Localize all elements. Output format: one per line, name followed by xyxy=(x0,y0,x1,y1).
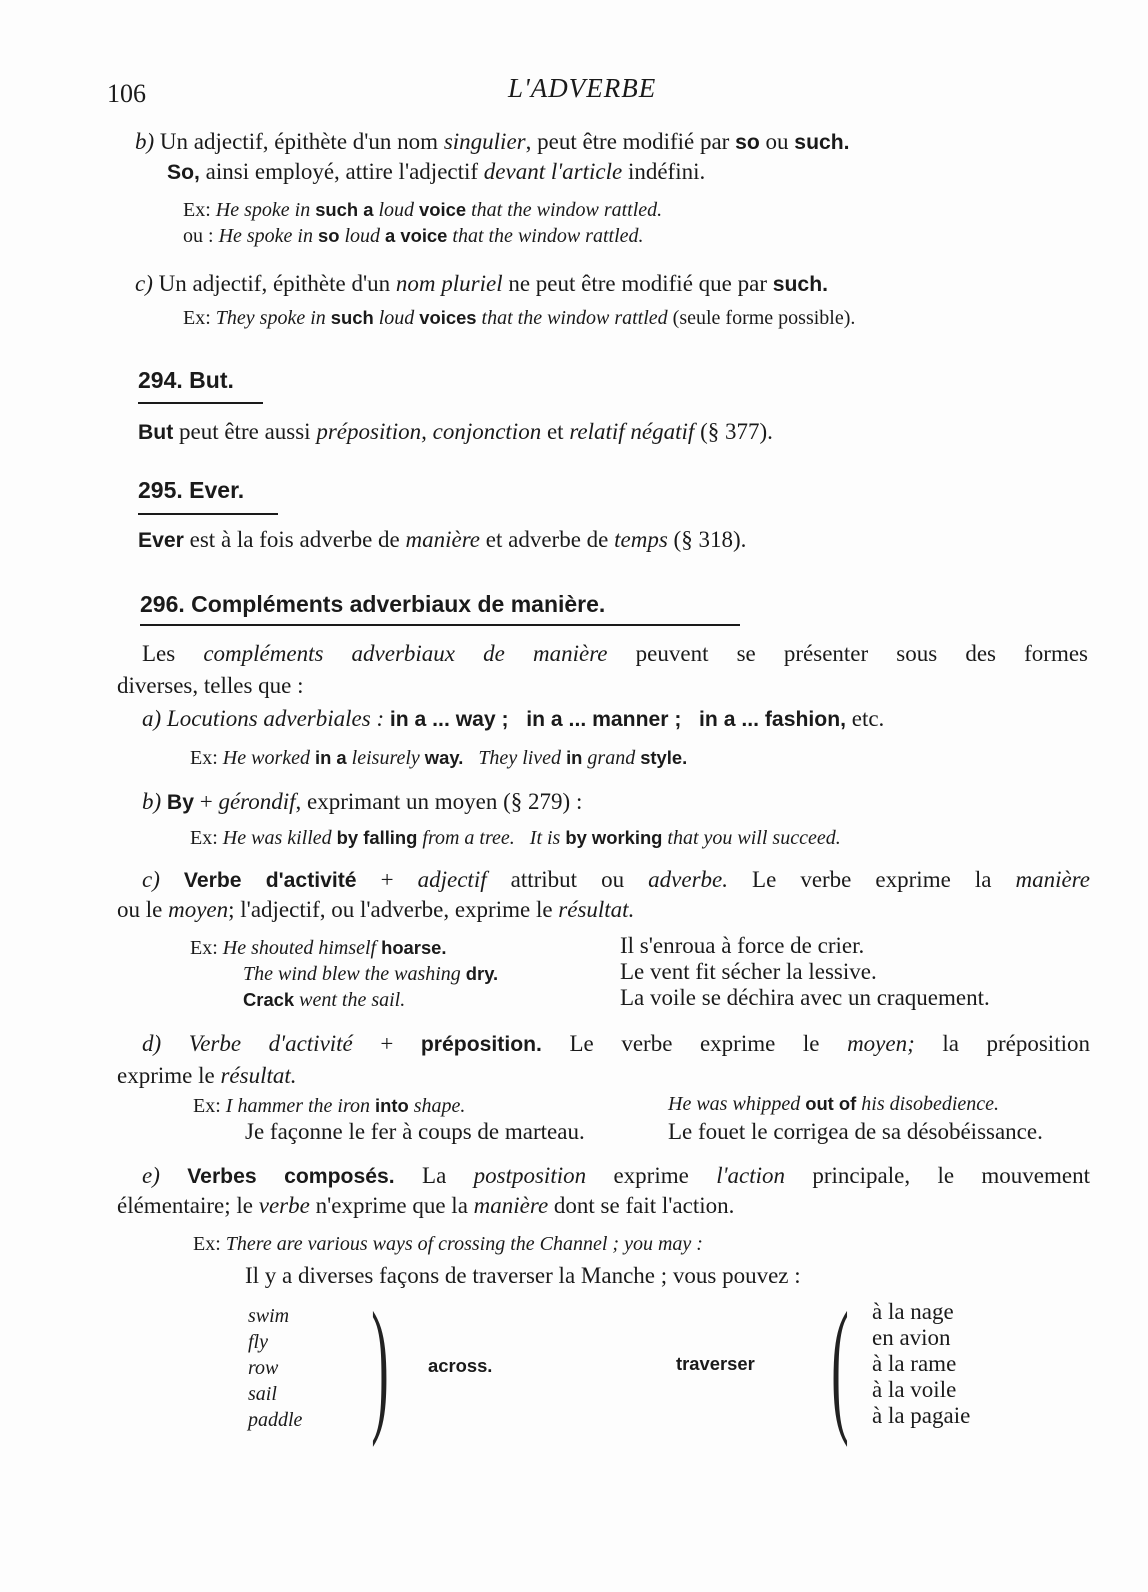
text-segment: et xyxy=(541,419,570,444)
text-segment: ou xyxy=(759,129,795,154)
bold-term: voice xyxy=(419,199,467,220)
italic-text: paddle xyxy=(248,1409,303,1431)
text-line xyxy=(668,1118,1043,1146)
text-segment: ou le xyxy=(117,897,169,922)
text-segment: Ex: xyxy=(193,1233,226,1255)
text-segment: peut être aussi xyxy=(173,419,317,444)
text-segment: Il s'enroua à force de crier. xyxy=(620,933,865,958)
italic-text: verbe xyxy=(258,1193,310,1218)
italic-text: loud xyxy=(373,199,420,221)
italic-text: manière xyxy=(405,527,481,552)
italic-text: manière xyxy=(473,1193,549,1218)
italic-text: adverbe. xyxy=(648,867,728,892)
text-segment: Ex: xyxy=(190,827,223,849)
text-line xyxy=(117,672,304,700)
text-segment: ou : xyxy=(183,225,219,247)
italic-text: sail xyxy=(248,1383,277,1405)
left-brace: ( xyxy=(831,1282,849,1448)
text-line xyxy=(142,705,884,734)
italic-text: grand xyxy=(582,747,641,769)
italic-text: singulier xyxy=(443,129,526,154)
text-segment: à la nage xyxy=(872,1299,954,1324)
text-line xyxy=(117,1062,297,1090)
bold-term: Crack xyxy=(243,989,295,1010)
heading-text: 295. Ever. xyxy=(138,477,245,503)
text-segment: exprime xyxy=(586,1163,717,1188)
text-line xyxy=(248,1382,277,1406)
italic-text: shape. xyxy=(408,1095,466,1117)
text-segment: La voile se déchira avec un craquement. xyxy=(620,985,990,1010)
bold-term: way. xyxy=(424,747,464,768)
bold-term: such. xyxy=(794,131,850,154)
text-line xyxy=(243,962,498,986)
italic-text: leisurely xyxy=(346,747,425,769)
text-line xyxy=(193,1094,465,1118)
text-segment: Le vent fit sécher la lessive. xyxy=(620,959,877,984)
bold-term: But xyxy=(138,421,174,444)
text-segment: Je façonne le fer à coups de marteau. xyxy=(245,1119,585,1144)
italic-text: He was whipped xyxy=(668,1093,806,1115)
italic-text: row xyxy=(248,1357,279,1379)
text-line xyxy=(167,158,705,187)
text-line xyxy=(138,526,746,555)
text-segment: (§ 377). xyxy=(694,419,773,444)
text-segment: à la rame xyxy=(872,1351,957,1376)
italic-text: that the window rattled. xyxy=(447,225,644,247)
text-line xyxy=(872,1350,956,1378)
heading-underline-295 xyxy=(138,513,278,515)
text-line xyxy=(245,1118,585,1146)
italic-text: e) xyxy=(142,1163,188,1188)
bold-term: Verbe d'activité xyxy=(183,869,357,892)
bold-term: So, xyxy=(167,161,200,184)
text-segment: (§ 318). xyxy=(667,527,747,552)
bold-term: Verbes composés. xyxy=(187,1165,395,1188)
text-segment: diverses, telles que : xyxy=(117,673,304,698)
italic-text: manière xyxy=(1015,867,1090,892)
text-segment: + xyxy=(356,867,418,892)
bold-term: such. xyxy=(772,273,828,296)
italic-text: c) xyxy=(142,867,184,892)
text-segment: (seule forme possible). xyxy=(672,307,856,329)
bold-term: in xyxy=(566,747,583,768)
text-segment: + xyxy=(193,789,219,814)
text-segment: Les xyxy=(142,641,204,666)
italic-text: They spoke in xyxy=(215,307,331,329)
text-line xyxy=(183,224,644,248)
bold-term: By xyxy=(166,791,194,814)
bold-term: so xyxy=(735,131,760,154)
text-line xyxy=(142,788,582,817)
bold-term: such a xyxy=(315,199,374,220)
italic-text: his disobedience. xyxy=(856,1093,1000,1115)
section-heading xyxy=(138,476,244,505)
italic-text: They lived xyxy=(463,747,567,769)
text-segment: à la pagaie xyxy=(872,1403,971,1428)
text-line xyxy=(245,1262,801,1290)
bold-term: such xyxy=(330,307,374,328)
text-line xyxy=(676,1352,755,1376)
italic-text: from a tree. It is xyxy=(417,827,566,849)
text-segment: Un adjectif, épithète d'un nom xyxy=(159,129,444,154)
italic-text: He worked xyxy=(222,747,315,769)
text-segment: est à la fois adverbe de xyxy=(183,527,406,552)
text-segment: Ex: xyxy=(190,747,223,769)
italic-text: I hammer the iron xyxy=(225,1095,376,1117)
text-line xyxy=(668,1092,999,1116)
text-line xyxy=(243,988,405,1012)
text-segment: Ex: xyxy=(190,937,223,959)
italic-text: nom pluriel xyxy=(395,271,503,296)
text-line xyxy=(190,746,687,770)
text-line xyxy=(620,958,877,986)
italic-text: swim xyxy=(248,1305,290,1327)
heading-text: 296. Compléments adverbiaux de manière. xyxy=(140,591,606,617)
text-segment: Le verbe exprime le xyxy=(541,1031,848,1056)
text-segment: + xyxy=(352,1031,421,1056)
text-segment: la préposition xyxy=(914,1031,1090,1056)
italic-text: d) Verbe d'activité xyxy=(142,1031,353,1056)
text-segment: etc. xyxy=(846,706,885,731)
italic-text: He spoke in xyxy=(215,199,316,221)
bold-term: so xyxy=(317,225,340,246)
bold-term: Ever xyxy=(138,529,184,552)
italic-text: that the window rattled xyxy=(476,307,673,329)
heading-underline-296 xyxy=(140,624,740,626)
text-line xyxy=(138,418,773,447)
heading-text: 294. But. xyxy=(138,367,234,393)
page-number: 106 xyxy=(107,79,146,108)
bold-term: by working xyxy=(565,827,663,848)
text-line xyxy=(248,1356,278,1380)
italic-text: gérondif xyxy=(218,789,296,814)
text-segment: ; l'adjectif, ou l'adverbe, exprime le xyxy=(228,897,559,922)
text-line xyxy=(117,896,634,924)
bold-term: a voice xyxy=(385,225,448,246)
text-segment: et adverbe de xyxy=(480,527,615,552)
text-line xyxy=(135,270,828,299)
text-line xyxy=(142,866,1090,895)
text-segment: Ex: xyxy=(183,307,216,329)
text-line xyxy=(248,1408,302,1432)
text-line xyxy=(135,128,850,157)
bold-term: voices xyxy=(419,307,477,328)
italic-text: préposition, conjonction xyxy=(316,419,542,444)
text-segment: Le fouet le corrigea de sa désobéissance. xyxy=(668,1119,1043,1144)
section-heading xyxy=(138,366,234,395)
text-segment: , exprimant un moyen (§ 279) : xyxy=(295,789,583,814)
italic-text: that you will succeed. xyxy=(662,827,841,849)
text-segment: exprime le xyxy=(117,1063,221,1088)
text-segment: , peut être modifié par xyxy=(525,129,736,154)
italic-text: loud xyxy=(339,225,386,247)
bold-term: préposition. xyxy=(420,1033,542,1056)
text-segment: dont se fait l'action. xyxy=(548,1193,735,1218)
italic-text: a) Locutions adverbiales : xyxy=(142,706,390,731)
text-line xyxy=(872,1324,951,1352)
italic-text: devant l'article xyxy=(483,159,623,184)
text-line xyxy=(190,826,841,850)
italic-text: résultat. xyxy=(220,1063,297,1088)
italic-text: moyen; xyxy=(847,1031,915,1056)
text-line xyxy=(190,936,447,960)
italic-text: There are various ways of crossing the Channel ; you may : xyxy=(225,1233,703,1255)
text-line xyxy=(183,306,855,330)
text-segment: n'exprime que la xyxy=(309,1193,474,1218)
italic-text: postposition xyxy=(473,1163,587,1188)
bold-term: by falling xyxy=(336,827,418,848)
bold-term: across. xyxy=(428,1355,493,1376)
italic-text: adjectif xyxy=(417,867,487,892)
bold-term: into xyxy=(375,1095,409,1116)
italic-text: loud xyxy=(373,307,420,329)
text-line xyxy=(183,198,662,222)
text-line xyxy=(872,1298,954,1326)
text-segment: peuvent se présenter sous des formes xyxy=(607,641,1088,666)
italic-text: b) xyxy=(142,789,167,814)
right-brace: ) xyxy=(371,1282,389,1448)
italic-text: relatif négatif xyxy=(569,419,695,444)
text-line xyxy=(248,1304,289,1328)
italic-text: moyen xyxy=(168,897,229,922)
text-line xyxy=(620,932,864,960)
italic-text: fly xyxy=(248,1331,268,1353)
text-segment: Ex: xyxy=(183,199,216,221)
bold-term: dry. xyxy=(465,963,499,984)
text-line xyxy=(142,1030,1090,1059)
running-head: L'ADVERBE xyxy=(508,73,657,103)
italic-text: He spoke in xyxy=(218,225,318,247)
text-segment: ainsi employé, attire l'adjectif xyxy=(199,159,484,184)
italic-text: went the sail. xyxy=(294,989,406,1011)
text-line xyxy=(620,984,990,1012)
italic-text: c) xyxy=(135,271,159,296)
text-segment: à la voile xyxy=(872,1377,957,1402)
italic-text: He shouted himself xyxy=(222,937,382,959)
text-line xyxy=(142,1162,1090,1191)
text-segment: Il y a diverses façons de traverser la Manche ; vous pouvez : xyxy=(245,1263,801,1288)
text-line xyxy=(117,1192,734,1220)
bold-term: style. xyxy=(640,747,688,768)
text-line xyxy=(193,1232,703,1256)
italic-text: He was killed xyxy=(222,827,337,849)
text-segment: attribut ou xyxy=(486,867,649,892)
text-line xyxy=(428,1354,492,1378)
bold-term: hoarse. xyxy=(381,937,447,958)
text-segment: en avion xyxy=(872,1325,951,1350)
bold-term: out of xyxy=(805,1093,857,1114)
heading-underline-294 xyxy=(138,402,263,404)
bold-term: in a ... way ; in a ... manner ; in a ... fashion, xyxy=(389,708,846,731)
text-line xyxy=(872,1402,970,1430)
bold-term: in a xyxy=(314,747,347,768)
bold-term: traverser xyxy=(676,1353,755,1374)
text-segment: principale, le mouvement xyxy=(785,1163,1090,1188)
italic-text: b) xyxy=(135,129,160,154)
text-segment: Un adjectif, épithète d'un xyxy=(158,271,396,296)
italic-text: l'action xyxy=(716,1163,786,1188)
text-segment: Ex: xyxy=(193,1095,226,1117)
text-segment: élémentaire; le xyxy=(117,1193,259,1218)
italic-text: résultat. xyxy=(558,897,635,922)
text-segment: indéfini. xyxy=(622,159,706,184)
italic-text: that the window rattled. xyxy=(466,199,663,221)
text-segment: Le verbe exprime la xyxy=(727,867,1016,892)
text-line xyxy=(142,640,1088,668)
italic-text: temps xyxy=(614,527,668,552)
text-segment: La xyxy=(394,1163,474,1188)
section-heading xyxy=(140,590,605,619)
text-line xyxy=(872,1376,956,1404)
italic-text: compléments adverbiaux de manière xyxy=(203,641,608,666)
italic-text: The wind blew the washing xyxy=(243,963,466,985)
text-line xyxy=(248,1330,268,1354)
text-segment: ne peut être modifié que par xyxy=(502,271,773,296)
